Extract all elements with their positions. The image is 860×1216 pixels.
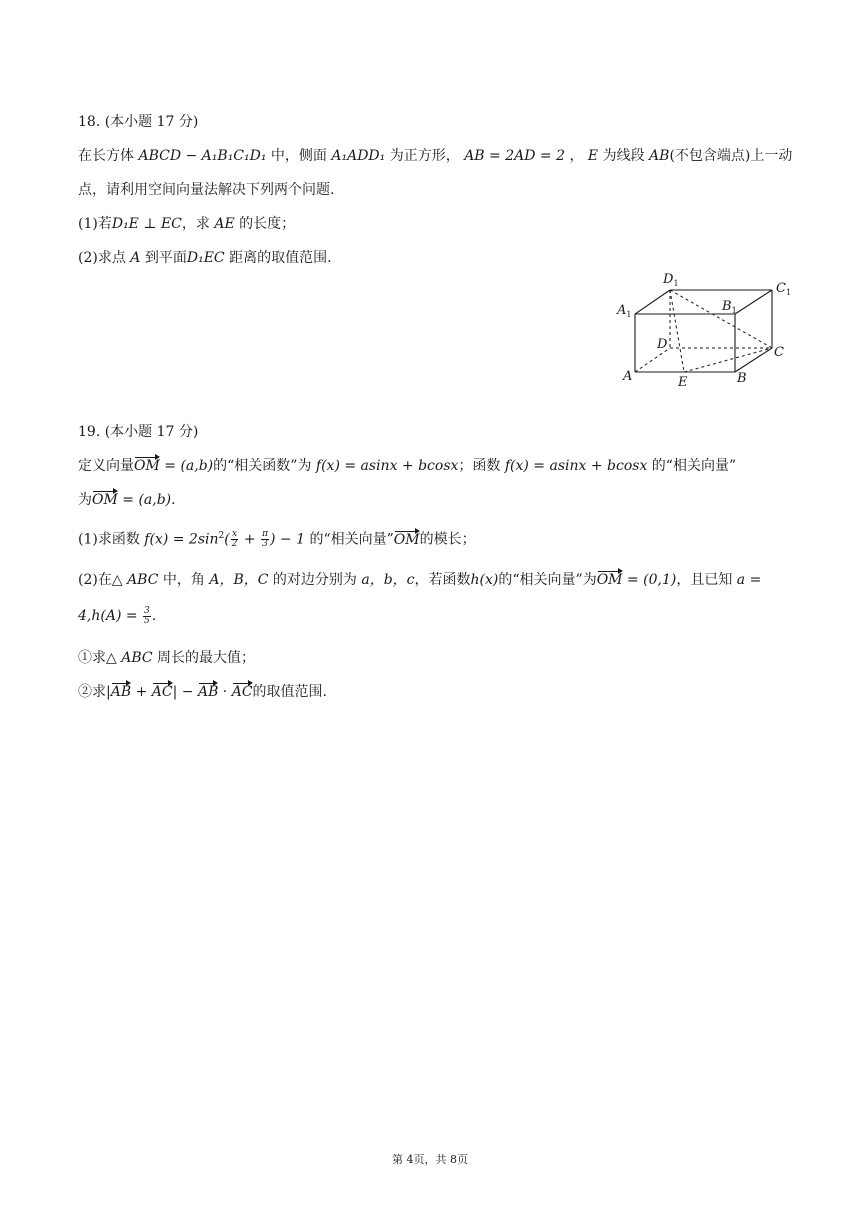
denominator: 5: [144, 615, 150, 626]
label-c: C: [774, 345, 784, 360]
edge-a1d1: [635, 290, 670, 314]
q-text: ，求: [181, 216, 215, 232]
problem-19-definition-line1: [78, 456, 736, 476]
q-math: = (0,1): [622, 572, 677, 588]
q-text: ，且已知: [676, 572, 737, 588]
numerator: π: [262, 529, 268, 540]
fraction-x-over-2: [231, 530, 239, 549]
q-math: ·: [218, 684, 232, 700]
q-math: f(x) = 2sin: [144, 531, 219, 548]
point-e: E: [587, 148, 599, 164]
problem-19-header: 19. (本小题 17 分): [78, 424, 199, 440]
q-text: 的模长；: [419, 531, 476, 548]
edge-bc: [735, 348, 772, 372]
denominator: 2: [231, 539, 238, 550]
q-math: D₁E ⊥ EC: [111, 216, 182, 232]
problem-18-question-1: [78, 214, 295, 234]
q-text: 中，角: [158, 572, 210, 588]
q-math: (: [224, 531, 230, 548]
vector-om: OM: [92, 492, 118, 508]
stem-text: 中，侧面: [270, 148, 327, 164]
label-b1: $B_1$: [722, 299, 737, 315]
problem-19-question-2-line1: [78, 570, 761, 590]
def-text: 为: [78, 492, 92, 508]
def-text: 的“相关向量”: [647, 458, 737, 474]
def-text: ；函数: [458, 458, 505, 474]
face-name: A₁ADD₁: [331, 148, 386, 164]
segment-d1c: [670, 290, 772, 348]
q-text: 到平面: [140, 250, 187, 266]
def-math: = (a,b): [159, 458, 214, 474]
q-text: 的取值范围.: [252, 684, 327, 700]
q-text: .: [151, 608, 157, 624]
def-text: 的“相关函数”为: [213, 458, 316, 474]
vector-ac: AC: [231, 684, 253, 700]
segment-ab: AB: [649, 148, 670, 164]
segment-d1e: [670, 290, 684, 372]
label-e: E: [678, 375, 688, 390]
q-math: D₁EC: [186, 250, 225, 266]
edge-b1c1: [735, 290, 772, 314]
q-text: 的长度；: [234, 216, 296, 232]
circled-number-2: ②: [78, 684, 92, 700]
stem-text: 在长方体: [78, 148, 134, 164]
problem-18-stem-line1: [78, 146, 792, 166]
label-d: D: [657, 337, 668, 352]
label-a: A: [623, 369, 633, 384]
def-math: = (a,b).: [117, 492, 176, 508]
def-math: f(x) = asinx + bcosx: [315, 458, 459, 474]
vector-ab: AB: [197, 684, 219, 700]
fraction-pi-over-3: [261, 530, 269, 549]
vector-om: OM: [134, 458, 160, 474]
q-text: 求|: [92, 684, 111, 700]
problem-19-definition-line2: [78, 490, 176, 510]
solid-name: ABCD − A₁B₁C₁D₁: [138, 148, 267, 164]
numerator: 3: [144, 605, 150, 616]
q-text: (1)求函数: [78, 531, 145, 548]
vector-ac: AC: [151, 684, 173, 700]
q-math: +: [131, 684, 152, 700]
q-math: ) − 1: [270, 531, 305, 548]
problem-19-question-2-line2: [78, 606, 156, 626]
q-math: h(x): [470, 572, 499, 588]
q-text: 求△: [92, 650, 122, 666]
def-math: f(x) = asinx + bcosx: [504, 458, 648, 474]
q-math: a =: [736, 572, 762, 588]
q-text: ，若函数: [414, 572, 471, 588]
q-text: 距离的取值范围.: [224, 250, 332, 266]
problem-19-question-1: [78, 526, 476, 550]
q-math: | −: [172, 684, 198, 700]
problem-19-subquestion-2: [78, 682, 327, 702]
length-condition: AB = 2AD = 2: [464, 148, 565, 164]
q-math: ABC: [121, 650, 153, 666]
q-text: (1)若: [78, 216, 112, 232]
problem-19-subquestion-1: [78, 648, 255, 668]
denominator: 3: [262, 539, 268, 550]
label-b: B: [737, 371, 747, 386]
def-text: 定义向量: [78, 458, 134, 474]
circled-number-1: ①: [78, 650, 92, 666]
q-math: A，B，C: [209, 572, 269, 588]
page-footer: 第 4页，共 8页: [392, 1153, 468, 1166]
q-math: A: [130, 250, 141, 266]
q-math: a，b，c: [361, 572, 415, 588]
problem-18-stem-line2: 点，请利用空间向量法解决下列两个问题.: [78, 182, 335, 198]
stem-text: (不包含端点)上一动: [669, 148, 793, 164]
q-text: (2)在△: [78, 572, 128, 588]
vector-om: OM: [596, 572, 623, 588]
stem-text: 为线段: [598, 148, 650, 164]
stem-text: 为正方形，: [389, 148, 460, 164]
cuboid-figure: [612, 266, 802, 392]
label-c1: $C_1$: [776, 281, 792, 297]
vector-ab: AB: [110, 684, 132, 700]
vector-om: OM: [393, 531, 420, 548]
problem-18-header: 18. (本小题 17 分): [78, 114, 199, 130]
label-d1: $D_1$: [663, 272, 679, 288]
q-math: ABC: [127, 572, 159, 588]
q-text: (2)求点: [78, 250, 131, 266]
q-text: 周长的最大值；: [152, 650, 256, 666]
segment-ec: [684, 348, 772, 372]
fraction-3-over-5: [143, 607, 151, 626]
q-text: 的对边分别为: [268, 572, 362, 588]
q-math: AE: [214, 216, 235, 232]
label-a1: $A_1$: [617, 303, 632, 319]
q-text: 的“相关向量”: [305, 531, 394, 548]
q-math: +: [239, 531, 261, 548]
q-math: 4,h(A) =: [78, 608, 143, 624]
problem-18-question-2: [78, 248, 332, 268]
numerator: x: [232, 529, 238, 540]
q-text: 的“相关向量”为: [498, 572, 597, 588]
exponent: 2: [218, 531, 225, 541]
stem-text: ，: [569, 148, 584, 164]
